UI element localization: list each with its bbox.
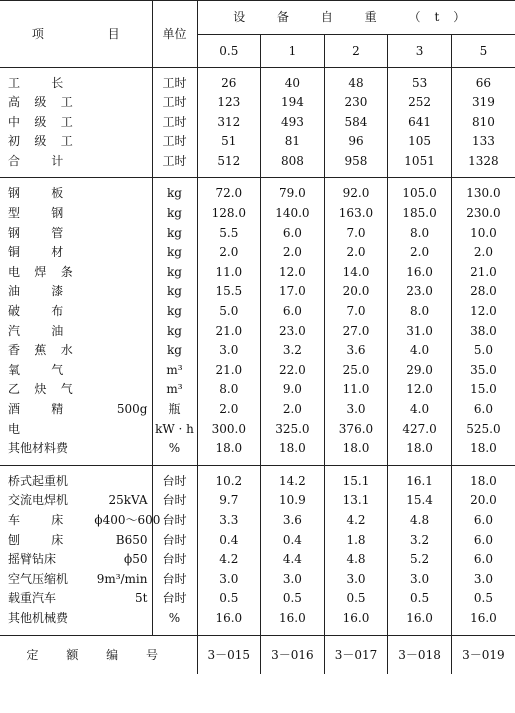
row-value: 28.0 [470,284,497,299]
row-value: 3.2 [261,341,325,361]
row-value: 3.2 [388,531,452,551]
row-value: 163.0 [324,204,388,224]
item-name: 摇臂钻床 [8,552,57,567]
row-unit: 工时 [152,93,197,113]
item-name: 其他材料费 [8,441,69,456]
row-value: 3.3 [197,511,261,531]
item-name: 油漆 [8,284,95,299]
table-row [0,550,515,570]
item-spec: 500g [116,402,148,416]
row-value: 130.0 [466,186,501,201]
table-row [0,609,515,629]
row-value: 3.0 [388,570,452,590]
table-row [0,243,515,263]
row-value: 105.0 [388,184,452,204]
row-item-name [0,589,152,609]
row-value: 230 [324,93,388,113]
row-value: 427.0 [388,420,452,440]
table-row [0,589,515,609]
table-row [0,531,515,551]
row-value: 6.0 [473,402,493,416]
weight-column-header: 1 [261,34,325,67]
row-value: 96 [324,132,388,152]
row-value: 252 [388,93,452,113]
row-value: 1051 [388,152,452,172]
row-value: 325.0 [261,420,325,440]
quota-code: 3－015 [197,635,261,674]
row-value: 81 [261,132,325,152]
row-value: 4.2 [197,550,261,570]
row-unit: 工时 [152,113,197,133]
table-body [0,67,515,635]
table-row [0,491,515,511]
row-value: 9.7 [197,491,261,511]
row-value: 14.0 [324,263,388,283]
row-unit: kg [152,243,197,263]
row-value: 21.0 [197,361,261,381]
item-name: 高级工 [8,95,88,110]
row-value: 958 [324,152,388,172]
row-value: 40 [261,74,325,94]
row-value: 376.0 [324,420,388,440]
row-value: 31.0 [388,322,452,342]
row-unit: 工时 [152,132,197,152]
row-value: 11.0 [324,380,388,400]
row-value: 5.0 [473,343,493,358]
row-item-name [0,93,152,113]
row-value: 13.1 [324,491,388,511]
quota-code: 3－019 [451,635,515,674]
row-value: 12.0 [388,380,452,400]
row-value: 16.1 [388,472,452,492]
row-value: 312 [197,113,261,133]
table-row [0,263,515,283]
row-value: 0.4 [261,531,325,551]
row-value: 10.0 [470,225,497,240]
row-unit: kg [152,224,197,244]
row-value: 15.5 [197,282,261,302]
table-row [0,224,515,244]
table-row [0,511,515,531]
row-item-name [0,74,152,94]
row-value: 12.0 [470,304,497,319]
table-row [0,132,515,152]
table-row [0,420,515,440]
row-item-name [0,491,152,511]
row-value: 6.0 [261,224,325,244]
row-value: 7.0 [324,302,388,322]
row-value: 128.0 [197,204,261,224]
item-spec: 25kVA [108,493,148,508]
row-value: 6.0 [261,302,325,322]
table-row [0,93,515,113]
row-value: 11.0 [197,263,261,283]
unit-column-header: 单位 [152,0,197,67]
row-item-name [0,570,152,590]
item-name: 合计 [8,153,95,168]
item-name: 初级工 [8,134,88,149]
row-value: 16.0 [388,263,452,283]
row-unit: 台时 [152,589,197,609]
row-value: 2.0 [261,243,325,263]
row-item-name [0,472,152,492]
quota-code: 3－016 [261,635,325,674]
row-value: 810 [471,114,495,129]
row-value: 6.0 [473,512,493,527]
row-value: 185.0 [388,204,452,224]
row-value: 12.0 [261,263,325,283]
row-item-name [0,439,152,459]
row-value: 3.6 [261,511,325,531]
item-name: 钢板 [8,186,95,201]
row-value: 3.0 [324,570,388,590]
row-value: 4.0 [388,341,452,361]
weight-column-header: 5 [451,34,515,67]
item-name: 香蕉水 [8,343,88,358]
row-item-name [0,420,152,440]
row-item-name [0,132,152,152]
row-value: 3.0 [261,570,325,590]
table-row [0,74,515,94]
row-value: 123 [197,93,261,113]
row-value: 8.0 [197,380,261,400]
table-row [0,204,515,224]
row-item-name [0,341,152,361]
item-name: 酒精 [8,402,95,416]
row-item-name [0,400,152,420]
row-unit: kg [152,204,197,224]
item-spec: ϕ400～600 [94,512,161,527]
item-name: 电 [8,421,21,436]
row-item-name [0,609,152,629]
table-row [0,570,515,590]
row-value: 0.5 [388,589,452,609]
item-name: 型钢 [8,206,95,221]
item-name: 破布 [8,304,95,319]
table-row [0,113,515,133]
row-unit: 台时 [152,550,197,570]
item-name: 刨床 [8,532,95,547]
row-item-name [0,152,152,172]
row-value: 10.9 [261,491,325,511]
row-value: 140.0 [261,204,325,224]
row-unit: kW · h [152,420,197,440]
row-value: 2.0 [197,243,261,263]
row-value: 26 [197,74,261,94]
item-name: 载重汽车 [8,591,57,606]
row-value: 48 [324,74,388,94]
row-value: 16.0 [261,609,325,629]
row-item-name [0,243,152,263]
table-row [0,322,515,342]
row-value: 3.0 [473,571,493,586]
table-row [0,184,515,204]
row-unit: 工时 [152,74,197,94]
quota-code: 3－018 [388,635,452,674]
row-value: 16.0 [324,609,388,629]
weight-column-header: 0.5 [197,34,261,67]
item-name: 工长 [8,75,95,90]
row-unit: 台时 [152,511,197,531]
row-item-name [0,263,152,283]
row-value: 25.0 [324,361,388,381]
row-value: 5.0 [197,302,261,322]
row-unit: 工时 [152,152,197,172]
row-value: 0.5 [324,589,388,609]
row-value: 22.0 [261,361,325,381]
row-item-name [0,322,152,342]
row-value: 0.4 [197,531,261,551]
row-value: 66 [475,75,492,90]
row-value: 14.2 [261,472,325,492]
row-value: 15.0 [470,382,497,397]
row-unit: kg [152,302,197,322]
row-value: 8.0 [388,302,452,322]
row-value: 21.0 [470,264,497,279]
row-value: 18.0 [261,439,325,459]
weight-column-header: 3 [388,34,452,67]
row-value: 29.0 [388,361,452,381]
row-value: 23.0 [388,282,452,302]
row-value: 38.0 [470,323,497,338]
item-spec: 5t [135,591,148,606]
row-value: 3.0 [197,341,261,361]
row-value: 8.0 [388,224,452,244]
row-value: 493 [261,113,325,133]
table-row [0,152,515,172]
row-value: 641 [388,113,452,133]
item-name: 交流电焊机 [8,493,69,508]
row-unit: 瓶 [152,400,197,420]
item-column-header: 项 目 [0,0,152,67]
row-unit: 台时 [152,531,197,551]
row-value: 16.0 [470,610,497,625]
row-unit: 台时 [152,472,197,492]
row-value: 808 [261,152,325,172]
item-spec: 9m³/min [96,571,148,586]
table-row [0,341,515,361]
row-value: 5.5 [197,224,261,244]
row-item-name [0,531,152,551]
row-unit: kg [152,263,197,283]
row-value: 16.0 [197,609,261,629]
row-value: 1328 [468,153,499,168]
row-value: 319 [471,95,495,110]
row-value: 17.0 [261,282,325,302]
row-value: 4.0 [388,400,452,420]
row-unit: m³ [152,380,197,400]
row-item-name [0,113,152,133]
row-unit: kg [152,282,197,302]
row-unit: 台时 [152,491,197,511]
row-value: 79.0 [261,184,325,204]
table-row [0,439,515,459]
row-value: 133 [471,134,495,149]
row-value: 53 [388,74,452,94]
row-value: 92.0 [324,184,388,204]
row-value: 27.0 [324,322,388,342]
row-value: 72.0 [197,184,261,204]
table-row [0,400,515,420]
row-value: 3.6 [324,341,388,361]
row-item-name [0,184,152,204]
item-spec: ϕ50 [124,552,148,567]
item-name: 铜材 [8,245,95,260]
row-value: 2.0 [473,245,493,260]
row-unit: kg [152,322,197,342]
row-value: 5.2 [388,550,452,570]
row-unit: kg [152,184,197,204]
row-item-name [0,224,152,244]
table-row [0,302,515,322]
row-value: 35.0 [470,362,497,377]
row-value: 2.0 [324,243,388,263]
row-value: 1.8 [324,531,388,551]
row-value: 7.0 [324,224,388,244]
row-item-name [0,204,152,224]
row-item-name [0,550,152,570]
row-item-name [0,282,152,302]
row-value: 0.5 [197,589,261,609]
row-value: 18.0 [470,441,497,456]
row-value: 4.8 [388,511,452,531]
row-value: 2.0 [197,400,261,420]
item-name: 桥式起重机 [8,473,69,488]
item-name: 中级工 [8,114,88,129]
row-value: 0.5 [473,591,493,606]
table-row [0,282,515,302]
row-value: 51 [197,132,261,152]
item-name: 车床 [8,512,95,527]
item-name: 汽油 [8,323,95,338]
equipment-weight-header: 设 备 自 重 （t） [197,0,515,34]
quota-code-row [0,635,515,674]
row-value: 18.0 [197,439,261,459]
item-name: 其他机械费 [8,610,69,625]
row-unit: % [152,439,197,459]
row-value: 584 [324,113,388,133]
row-value: 512 [197,152,261,172]
row-value: 18.0 [470,473,497,488]
row-value: 525.0 [466,421,501,436]
quota-code: 3－017 [324,635,388,674]
row-value: 2.0 [261,400,325,420]
item-name: 钢管 [8,225,95,240]
item-name: 氧气 [8,362,95,377]
row-unit: % [152,609,197,629]
row-unit: kg [152,341,197,361]
row-value: 230.0 [466,206,501,221]
quota-code-label: 定 额 编 号 [0,635,197,674]
row-value: 3.0 [197,570,261,590]
row-value: 194 [261,93,325,113]
item-name: 空气压缩机 [8,571,69,586]
row-item-name [0,302,152,322]
row-value: 300.0 [197,420,261,440]
row-unit: 台时 [152,570,197,590]
item-name: 乙炔气 [8,382,88,397]
weight-column-header: 2 [324,34,388,67]
row-value: 0.5 [261,589,325,609]
row-value: 6.0 [473,532,493,547]
row-value: 4.4 [261,550,325,570]
row-value: 2.0 [388,243,452,263]
row-value: 23.0 [261,322,325,342]
item-spec: B650 [115,532,148,547]
row-value: 4.2 [324,511,388,531]
row-value: 21.0 [197,322,261,342]
table-row [0,361,515,381]
row-value: 15.1 [324,472,388,492]
row-value: 20.0 [324,282,388,302]
row-value: 4.8 [324,550,388,570]
row-value: 18.0 [324,439,388,459]
row-item-name [0,380,152,400]
row-unit: m³ [152,361,197,381]
row-value: 18.0 [388,439,452,459]
row-value: 10.2 [197,472,261,492]
row-value: 9.0 [261,380,325,400]
row-item-name [0,511,161,531]
row-value: 6.0 [473,552,493,567]
table-row [0,472,515,492]
row-item-name [0,361,152,381]
row-value: 3.0 [324,400,388,420]
table-row [0,380,515,400]
row-value: 20.0 [470,493,497,508]
row-value: 105 [388,132,452,152]
item-name: 电焊条 [8,264,88,279]
row-value: 16.0 [388,609,452,629]
row-value: 15.4 [388,491,452,511]
